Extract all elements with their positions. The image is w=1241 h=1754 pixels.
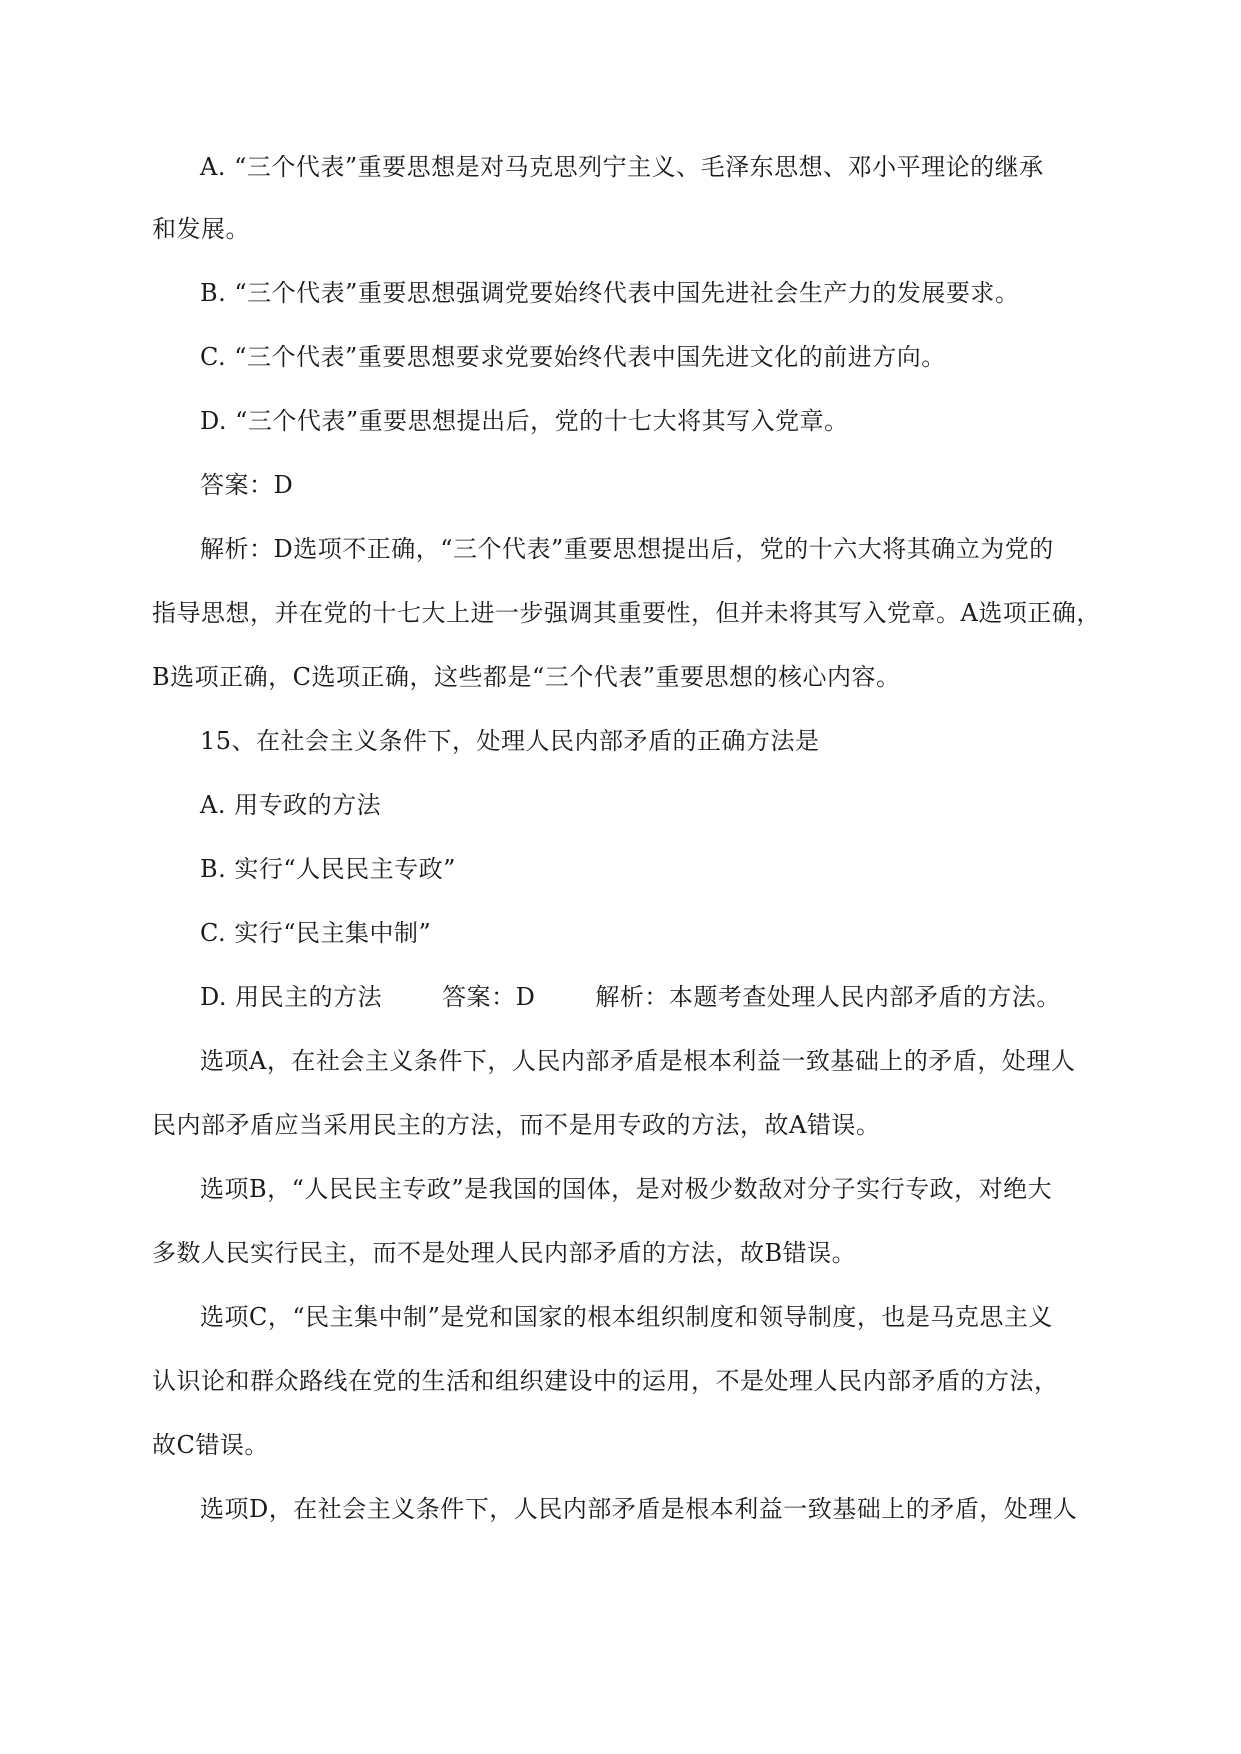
q14-option-b: B. “三个代表”重要思想强调党要始终代表中国先进社会生产力的发展要求。 (200, 279, 1020, 307)
q15-option-d-row (200, 980, 1061, 1014)
q14-option-a-line2: 和发展。 (152, 215, 250, 243)
q15-question: 15、在社会主义条件下，处理人民内部矛盾的正确方法是 (200, 727, 820, 755)
q15-sel-d-line1: 选项D，在社会主义条件下，人民内部矛盾是根本利益一致基础上的矛盾，处理人 (200, 1495, 1078, 1523)
q15-sel-a-line1: 选项A，在社会主义条件下，人民内部矛盾是根本利益一致基础上的矛盾，处理人 (200, 1047, 1076, 1075)
q14-analysis-line1: 解析：D选项不正确，“三个代表”重要思想提出后，党的十六大将其确立为党的 (200, 535, 1054, 563)
q15-analysis-intro: 解析：本题考查处理人民内部矛盾的方法。 (595, 983, 1061, 1011)
q15-option-b: B. 实行“人民民主专政” (200, 855, 456, 883)
q14-analysis-line3: B选项正确，C选项正确，这些都是“三个代表”重要思想的核心内容。 (152, 663, 901, 691)
q14-option-d: D. “三个代表”重要思想提出后，党的十七大将其写入党章。 (200, 407, 849, 435)
q15-sel-c-line3: 故C错误。 (152, 1431, 269, 1459)
q15-sel-a-line2: 民内部矛盾应当采用民主的方法，而不是用专政的方法，故A错误。 (152, 1111, 881, 1139)
q14-option-c: C. “三个代表”重要思想要求党要始终代表中国先进文化的前进方向。 (200, 343, 946, 371)
q14-option-a-line1: A. “三个代表”重要思想是对马克思列宁主义、毛泽东思想、邓小平理论的继承 (200, 153, 1044, 181)
q15-sel-b-line1: 选项B，“人民民主专政”是我国的国体，是对极少数敌对分子实行专政，对绝大 (200, 1175, 1053, 1203)
q15-option-c: C. 实行“民主集中制” (200, 919, 432, 947)
q15-sel-c-line1: 选项C，“民主集中制”是党和国家的根本组织制度和领导制度，也是马克思主义 (200, 1303, 1053, 1331)
q15-answer: 答案：D (442, 983, 536, 1011)
q14-analysis-line2: 指导思想，并在党的十七大上进一步强调其重要性，但并未将其写入党章。A选项正确， (152, 599, 1101, 627)
q15-sel-b-line2: 多数人民实行民主，而不是处理人民内部矛盾的方法，故B错误。 (152, 1239, 857, 1267)
q14-answer: 答案：D (200, 471, 294, 499)
q15-sel-c-line2: 认识论和群众路线在党的生活和组织建设中的运用，不是处理人民内部矛盾的方法， (152, 1367, 1059, 1395)
q15-option-d: D. 用民主的方法 (200, 983, 383, 1011)
q15-option-a: A. 用专政的方法 (200, 791, 382, 819)
